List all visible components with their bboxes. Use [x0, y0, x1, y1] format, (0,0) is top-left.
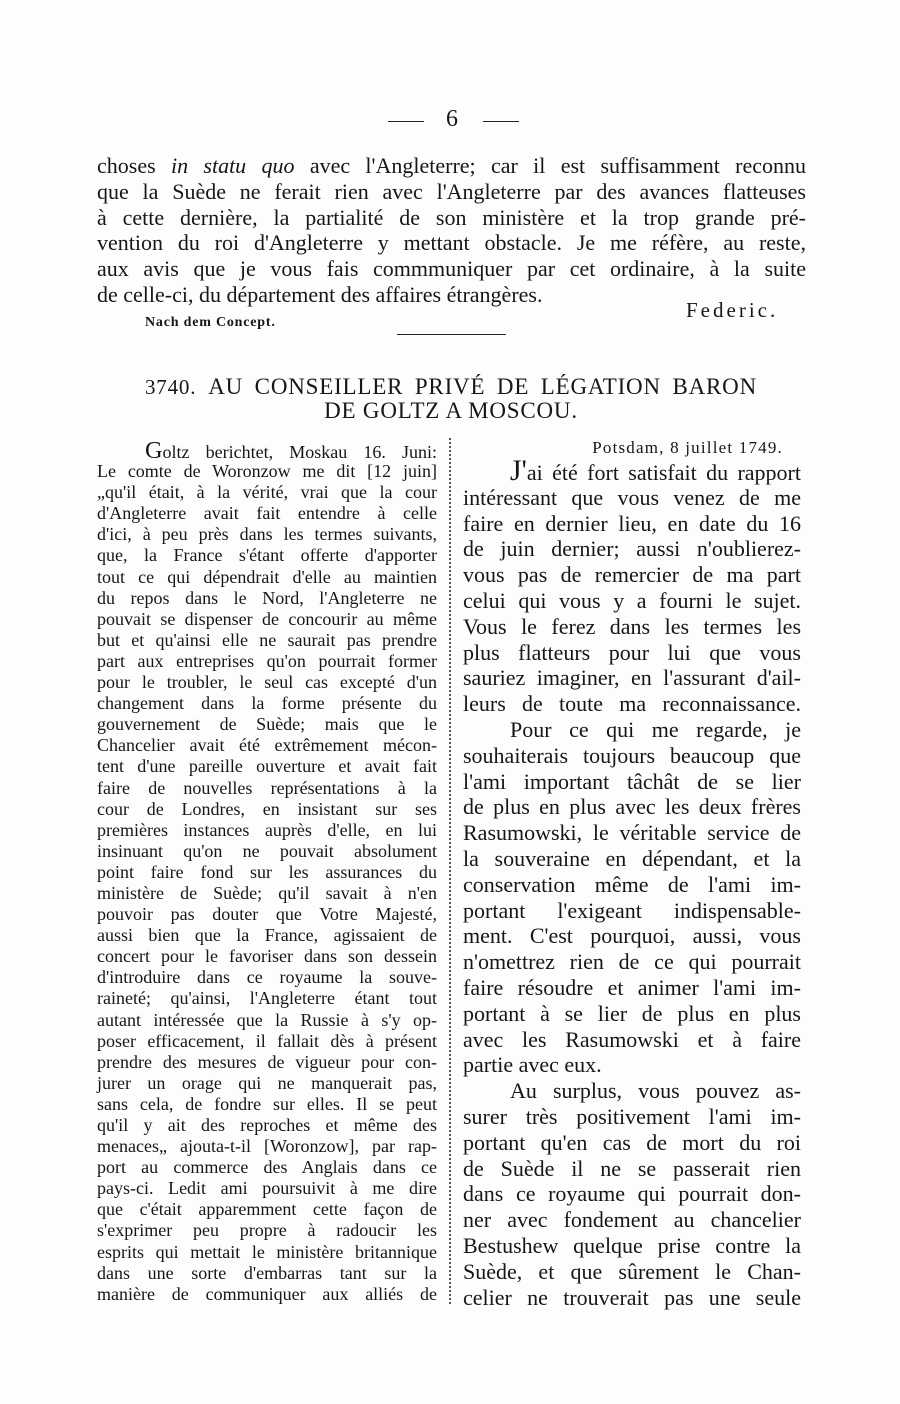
report-line: point faire fond sur les assurances du [97, 861, 437, 882]
report-line: d'Angleterre avait fait entendre à celle [97, 503, 437, 524]
report-line: part aux entreprises qu'on pourrait former [97, 650, 437, 671]
report-line: pouvoir pas douter que Votre Majesté, [97, 904, 437, 925]
letter-line: souhaiterais toujours beaucoup que [463, 742, 801, 768]
report-line: changement dans la forme présente du [97, 693, 437, 714]
section-divider [397, 334, 506, 335]
report-line: „qu'il était, à la vérité, vrai que la cour [97, 482, 437, 503]
report-line: pour le troubler, le seul cas excepté d'un [97, 672, 437, 693]
report-column [97, 437, 437, 1305]
report-line: pays-ci. Ledit ami poursuivit à me dire [97, 1178, 437, 1199]
letter-line: Rasumowski, le véritable service de [463, 820, 801, 846]
intro-line: que la Suède ne ferait rien avec l'Angleterre par des avances flatteuses [97, 178, 806, 204]
letter-line: Pour ce qui me regarde, je [510, 716, 801, 742]
letter-line: de Suède il ne se passerait rien [463, 1155, 801, 1181]
report-line: Chancelier avait été extrêmement mécon- [97, 735, 437, 756]
intro-line [97, 153, 806, 179]
report-line: poser efficacement, il fallait dès à présent [97, 1030, 437, 1051]
letter-line: partie avec eux. [463, 1052, 602, 1078]
report-line: que c'était apparemment cette façon de [97, 1199, 437, 1220]
report-line: pouvait se dispenser de concourir au même [97, 608, 437, 629]
letter-line: intéressant que vous venez de me [463, 484, 801, 510]
report-line: autant intéressée que la Russie à s'y op- [97, 1009, 437, 1030]
letter-line: la souveraine en dépendant, et la [463, 845, 801, 871]
letter-line: sauriez imaginer, en l'assurant d'ail- [463, 665, 801, 691]
letter-line: J'ai été fort satisfait du rapport [510, 455, 801, 487]
document-heading [145, 375, 757, 423]
report-line: premières instances auprès d'elle, en lui [97, 819, 437, 840]
letter-line: portant l'exigeant indispensable- [463, 897, 801, 923]
report-line: gouvernement de Suède; mais que le [97, 714, 437, 735]
letter-column [463, 436, 801, 1310]
report-line: menaces„ ajouta-t-il [Woronzow], par rap- [97, 1136, 437, 1157]
intro-line: de celle-ci, du département des affaires étrangères. [97, 281, 543, 307]
letter-line: portant à se lier de plus en plus [463, 1000, 801, 1026]
report-line: Le comte de Woronzow me dit [12 juin] [97, 461, 437, 482]
letter-line: portant qu'en cas de mort du roi [463, 1129, 801, 1155]
letter-line: Au surplus, vous pouvez as- [510, 1078, 801, 1104]
letter-line: l'ami important tâchât de se lier [463, 768, 801, 794]
intro-line: vention du roi d'Angleterre y mettant obstacle. Je me réfère, au reste, [97, 230, 806, 256]
document-number: 3740. [145, 375, 197, 399]
report-line: port au commerce des Anglais dans ce [97, 1157, 437, 1178]
report-line: Goltz berichtet, Moskau 16. Juni: [145, 437, 437, 464]
letter-paragraph [463, 717, 801, 1078]
letter-line: celier ne trouverait pas une seule [463, 1284, 801, 1310]
letter-line: avec les Rasumowski et à faire [463, 1026, 801, 1052]
report-line: faire de nouvelles représentations à la [97, 777, 437, 798]
letter-line: Suède, et que sûrement le Chan- [463, 1258, 801, 1284]
page-number-dash-right [483, 121, 519, 122]
report-line: s'exprimer peu propre à radoucir les [97, 1220, 437, 1241]
report-line: ministère de Suède; qu'il savait à n'en [97, 882, 437, 903]
letter-line: celui qui vous y a fourni le sujet. [463, 587, 801, 613]
page-number-dash-left [388, 121, 424, 122]
report-line: d'ici, à peu près dans les termes suivants, [97, 524, 437, 545]
intro-line-text: choses [97, 153, 171, 178]
report-line: jurer un orage qui ne manquerait pas, [97, 1072, 437, 1093]
report-line: tent d'une pareille ouverture et avait fait [97, 756, 437, 777]
letter-line: de juin dernier; aussi n'oublierez- [463, 536, 801, 562]
page-number: 6 [446, 106, 458, 132]
letter-line: leurs de toute ma reconnaissance. [463, 691, 801, 717]
letter-line: faire résoudre et animer l'ami im- [463, 974, 801, 1000]
report-line: cour de Londres, en insistant sur ses [97, 798, 437, 819]
letter-paragraph [463, 455, 801, 717]
report-line: qu'il y ait des reproches et même des [97, 1115, 437, 1135]
report-line: que, la France s'étant offerte d'apporter [97, 545, 437, 566]
report-line: aussi bien que la France, agissaient de [97, 925, 437, 946]
letter-line: faire en dernier lieu, en date du 16 [463, 510, 801, 536]
report-line: du repos dans le Nord, l'Angleterre ne [97, 587, 437, 608]
source-note: Nach dem Concept. [145, 315, 276, 330]
letter-line: Bestushew quelque prise contre la [463, 1232, 801, 1258]
report-line: insinuant qu'on ne pouvait absolument [97, 840, 437, 861]
dateline: Potsdam, 8 juillet 1749. [592, 438, 783, 457]
letter-line: surer très positivement l'ami im- [463, 1103, 801, 1129]
intro-line: aux avis que je vous fais commmuniquer par cet ordinaire, à la suite [97, 256, 806, 282]
letter-line: n'omettrez rien de ce qui pourrait [463, 949, 801, 975]
report-line: sans cela, de fondre sur elles. Il se peut [97, 1093, 437, 1114]
document-title-line-1: AU CONSEILLER PRIVÉ DE LÉGATION BARON [208, 374, 757, 399]
report-line: d'introduire dans ce royaume la souve- [97, 967, 437, 988]
previous-letter-closing [97, 153, 806, 308]
document-title-line-2: DE GOLTZ A MOSCOU. [324, 398, 578, 423]
letter-line: plus flatteurs pour lui que vous [463, 639, 801, 665]
intro-line-text: avec l'Angleterre; car il est suffisamment reconnu [294, 153, 806, 178]
report-line: tout ce qui dépendrait d'elle au maintien [97, 566, 437, 587]
letter-line: ner avec fondement au chancelier [463, 1207, 801, 1233]
report-line: esprits qui mettait le ministère britannique [97, 1241, 437, 1262]
report-line: concert pour le favoriser dans son dessein [97, 946, 437, 967]
letter-paragraph [463, 1078, 801, 1310]
signature: Federic. [686, 298, 779, 322]
letter-line: de plus en plus avec les deux frères [463, 794, 801, 820]
report-line: manière de communiquer aux alliés de [97, 1283, 437, 1304]
report-line: but et qu'ainsi elle ne saurait pas prendre [97, 629, 437, 650]
letter-line: dans ce royaume qui pourrait don- [463, 1181, 801, 1207]
letter-line: vous pas de remercier de ma part [463, 562, 801, 588]
column-separator [449, 438, 451, 1304]
intro-italic-phrase: in statu quo [170, 153, 295, 178]
letter-line: ment. C'est pourquoi, aussi, vous [463, 923, 801, 949]
report-line: dans une sorte d'embarras tant sur la [97, 1262, 437, 1283]
document-heading-line-1 [145, 375, 757, 399]
letter-line: conservation même de l'ami im- [463, 871, 801, 897]
letter-line: Vous le ferez dans les termes les [463, 613, 801, 639]
report-line: prendre des mesures de vigueur pour con- [97, 1051, 437, 1072]
intro-line: à cette dernière, la partialité de son ministère et la trop grande pré- [97, 204, 806, 230]
report-line: raineté; qu'ainsi, l'Angleterre étant tout [97, 988, 437, 1009]
